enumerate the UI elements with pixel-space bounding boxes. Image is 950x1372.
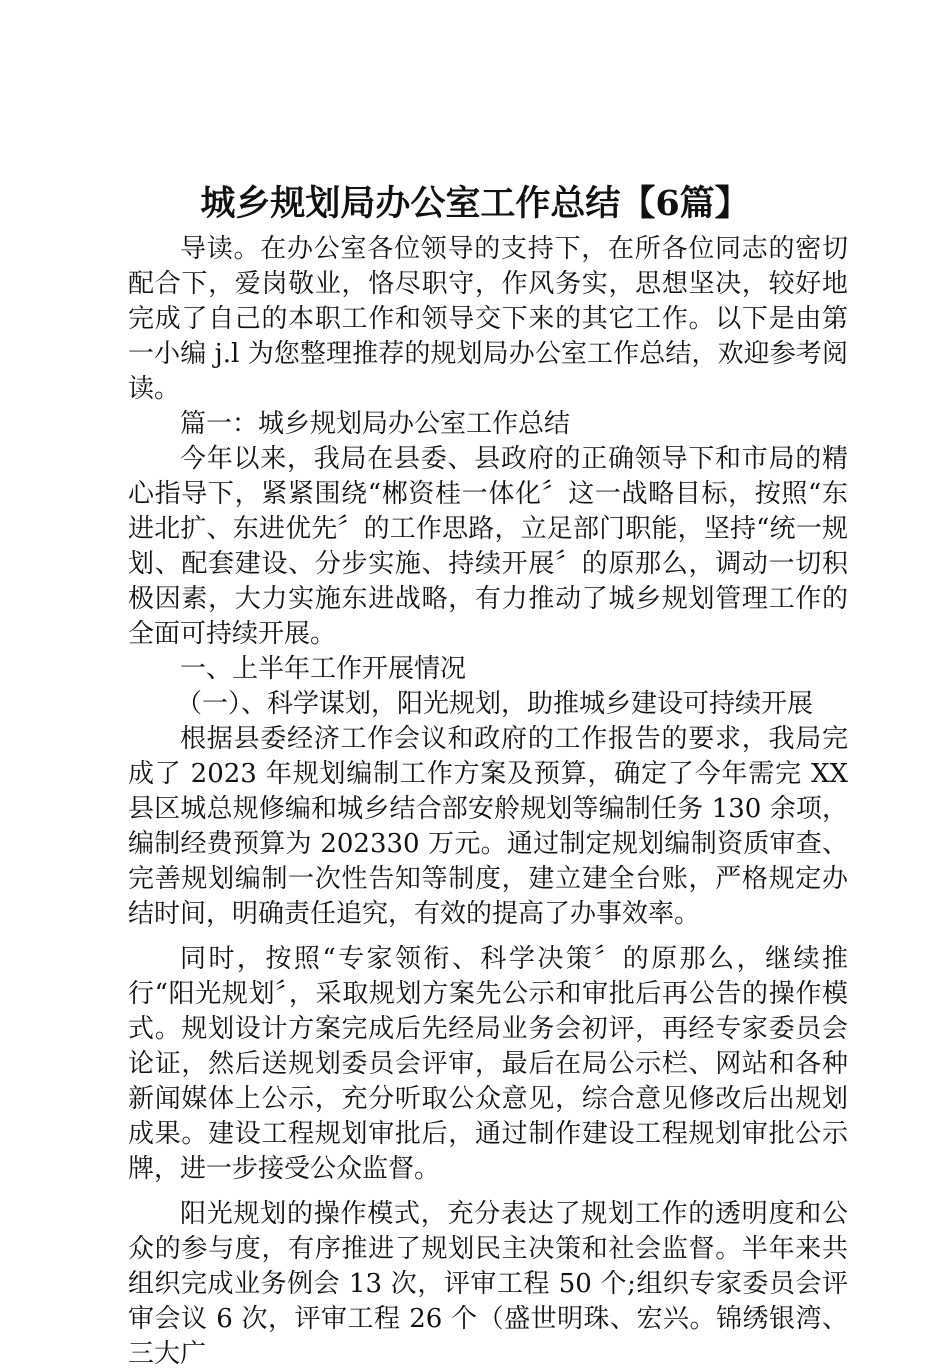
sunshine-planning-paragraph: 同时，按照“专家领衔、科学决策〞的原那么，继续推行“阳光规划〞，采取规划方案先公示和审批后再公告的操作模式。规划设计方案完成后先经局业务会初评，再经专家委员会论证，然后送规划委员会评审，最后在局公示栏、网站和各种新闻媒体上公示，充分听取公众意见，综合意见修改后出规划成果。建设工程规划审批后，通过制作建设工程规划审批公示牌，进一步接受公众监督。 [128, 944, 848, 1184]
subsection-heading-1: （一）、科学谋划，阳光规划，助推城乡建设可持续开展 [176, 689, 814, 719]
document-title: 城乡规划局办公室工作总结【6篇】 [200, 183, 750, 224]
overview-paragraph: 今年以来，我局在县委、县政府的正确领导下和市局的精心指导下，紧紧围绕“郴资桂一体化〞这一战略目标，按照“东进北扩、东进优先〞的工作思路，立足部门职能，坚持“统一规划、配套建设、分步实施、持续开展〞的原那么，调动一切积极因素，大力实施东进战略，有力推动了城乡规划管理工作的全面可持续开展。 [128, 444, 848, 649]
operation-mode-paragraph: 阳光规划的操作模式，充分表达了规划工作的透明度和公众的参与度，有序推进了规划民主决策和社会监督。半年来共组织完成业务例会 13 次，评审工程 50 个;组织专家委员会评审会议 6 次，评审工程 26 个（盛世明珠、宏兴。锦绣银湾、三大广 [128, 1199, 848, 1369]
document-body [128, 232, 848, 1372]
planning-paragraph: 根据县委经济工作会议和政府的工作报告的要求，我局完成了 2023 年规划编制工作方案及预算，确定了今年需完 XX 县区城总规修编和城乡结合部安舲规划等编制任务 130 余项，编制经费预算为 202330 万元。通过制定规划编制资质审查、完善规划编制一次性告知等制度，建立建全台账，严格规定办结时间，明确责任追究，有效的提高了办事效率。 [128, 724, 848, 929]
section-heading-first-half: 一、上半年工作开展情况 [180, 654, 467, 684]
section-heading-part-one: 篇一：城乡规划局办公室工作总结 [180, 409, 571, 439]
intro-paragraph: 导读。在办公室各位领导的支持下，在所各位同志的密切配合下，爱岗敬业，恪尽职守，作风务实，思想坚决，较好地完成了自己的本职工作和领导交下来的其它工作。以下是由第一小编 j.l 为您整理推荐的规划局办公室工作总结，欢迎参考阅读。 [128, 234, 848, 404]
